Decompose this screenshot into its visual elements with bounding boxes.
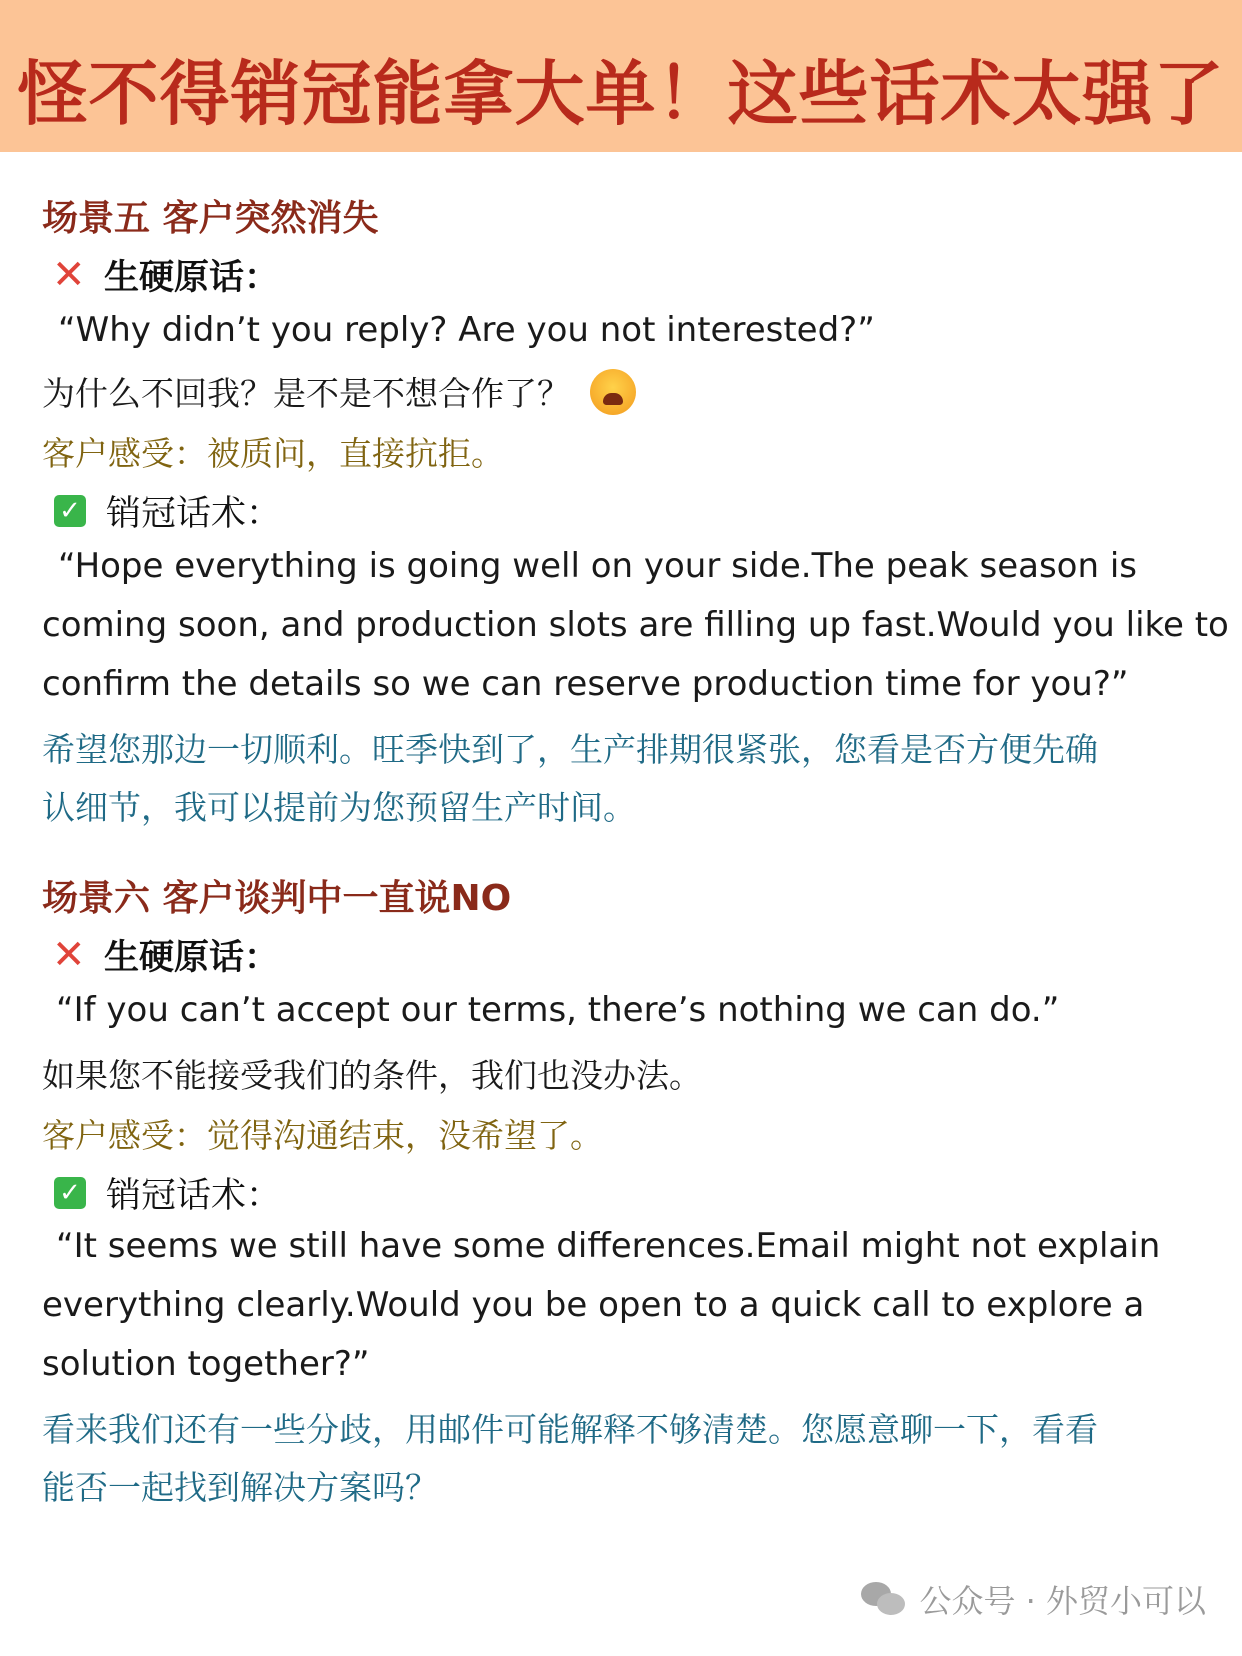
scene-six-customer-feeling: 客户感受：觉得沟通结束，没希望了。 [42, 1116, 603, 1155]
watermark [861, 1576, 1206, 1622]
page-title: 怪不得销冠能拿大单！这些话术太强了 [17, 53, 1225, 135]
scene-five-good-english-line-1: “Hope everything is going well on your side.The peak season is [58, 546, 1137, 586]
scene-five-wrong-label-row [42, 250, 1222, 300]
check-icon: ✓ [54, 495, 86, 527]
scene-six-good-english-line-2: everything clearly.Would you be open to a quick call to explore a [42, 1285, 1145, 1325]
scene-six-wrong-chinese: 如果您不能接受我们的条件，我们也没办法。 [42, 1056, 702, 1095]
scene-six-good-chinese-line-1: 看来我们还有一些分歧，用邮件可能解释不够清楚。您愿意聊一下，看看 [42, 1410, 1098, 1449]
scene-six-title: 场景六 客户谈判中一直说NO [42, 878, 512, 919]
wechat-icon [861, 1580, 907, 1618]
scene-five-good-chinese-line-2: 认细节，我可以提前为您预留生产时间。 [42, 788, 636, 827]
angry-face-icon [590, 369, 636, 415]
scene-five-wrong-chinese: 为什么不回我？是不是不想合作了？ [42, 374, 570, 413]
check-icon: ✓ [54, 1177, 86, 1209]
scene-six-wrong-english: “If you can’t accept our terms, there’s nothing we can do.” [56, 990, 1060, 1030]
scene-six-good-english-line-3: solution together?” [42, 1344, 370, 1384]
cross-icon: ✕ [52, 932, 86, 978]
scene-six-wrong-label: 生硬原话： [104, 938, 280, 978]
scene-five-good-english-line-3: confirm the details so we can reserve production time for you?” [42, 664, 1129, 704]
scene-six-good-chinese-line-2: 能否一起找到解决方案吗？ [42, 1468, 438, 1507]
scene-five-wrong-label: 生硬原话： [104, 258, 280, 298]
scene-six-good-label: 销冠话术： [106, 1176, 282, 1216]
scene-five-good-chinese-line-1: 希望您那边一切顺利。旺季快到了，生产排期很紧张，您看是否方便先确 [42, 730, 1098, 769]
scene-five-title: 场景五 客户突然消失 [42, 198, 379, 239]
scene-five-customer-feeling: 客户感受：被质问，直接抗拒。 [42, 434, 504, 473]
scene-six-good-label-row [42, 1168, 1222, 1218]
watermark-text: 公众号 · 外贸小可以 [919, 1582, 1206, 1620]
scene-five-good-label-row [42, 486, 1222, 536]
cross-icon: ✕ [52, 252, 86, 298]
scene-five-wrong-chinese-row [42, 368, 1222, 419]
scene-five-good-label: 销冠话术： [106, 494, 282, 534]
scene-five-good-english-line-2: coming soon, and production slots are filling up fast.Would you like to [42, 605, 1229, 645]
scene-five-wrong-english: “Why didn’t you reply? Are you not interested?” [58, 310, 875, 350]
scene-six-wrong-label-row [42, 930, 1222, 980]
scene-six-good-english-line-1: “It seems we still have some differences.Email might not explain [56, 1226, 1161, 1266]
